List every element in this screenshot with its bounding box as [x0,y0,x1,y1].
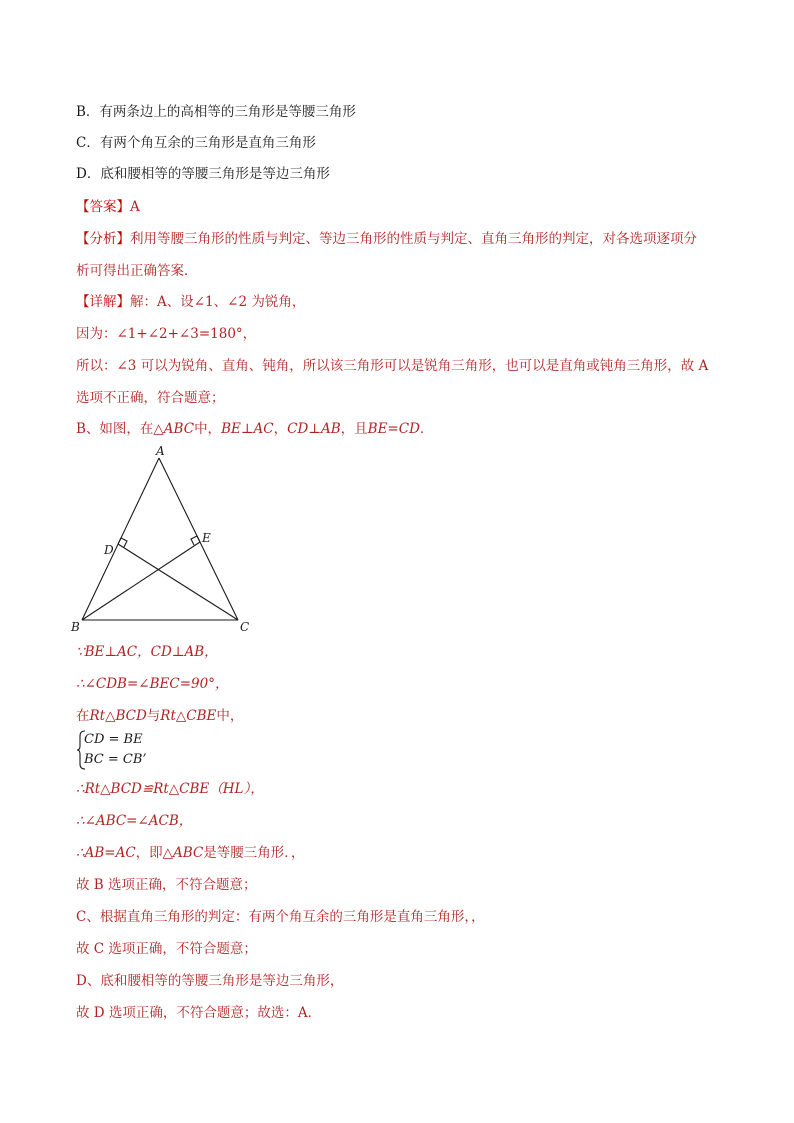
option-d: D．底和腰相等的等腰三角形是等边三角形 [76,166,330,182]
partb-intro-sep1: ， [273,421,288,437]
equation-2 [84,751,147,769]
partb-step-3-pre: 在 [76,708,90,724]
partc-step-2: 故 C 选项正确，不符合题意； [76,941,257,957]
detail-text-1: 解：A、设∠1、∠2 为锐角， [130,294,306,310]
equation-2-text: BC = CB [84,752,143,767]
partb-step-6-mid: ，即 [135,845,163,861]
partc-step-1: C、根据直角三角形的判定：有两个角互余的三角形是直角三角形，， [76,909,485,925]
analysis-text-1: 利用等腰三角形的性质与判定、等边三角形的性质与判定、直角三角形的判定，对各选项逐项分 [130,231,697,247]
partb-step-3-mid: 与 [146,708,161,724]
option-b: B．有两条边上的高相等的三角形是等腰三角形 [76,104,356,120]
partb-intro-pre: B、如图，在 [76,421,154,437]
partb-intro [76,420,433,438]
partb-step-7: 故 B 选项正确，不符合题意； [76,877,257,893]
partb-step-3 [76,707,243,725]
partb-step-2: ∴∠CDB=∠BEC=90°， [76,676,229,692]
detail-line-3: 所以：∠3 可以为锐角、直角、钝角，所以该三角形可以是锐角三角形，也可以是直角或钝角三角形，故 A [76,358,709,374]
label-d: D [104,543,114,557]
right-angle-mark-e [191,536,200,545]
partb-step-3-end: 中， [216,708,244,724]
label-b: B [71,620,80,634]
equation-2-mark: ’ [142,752,147,767]
partb-step-4: ∴Rt△BCD≌Rt△CBE（HL）， [76,781,264,797]
partb-intro-end: ． [419,421,434,437]
equation-1: CD = BE [84,732,143,747]
answer-value: A [130,199,140,215]
answer-line [76,198,140,216]
detail-line-2: 因为：∠1+∠2+∠3=180°， [76,326,257,342]
analysis-line-1 [76,230,697,248]
detail-tag: 【详解】 [76,294,130,310]
partb-intro-mid: 中， [194,421,222,437]
label-a: A [156,444,165,458]
partb-step-3-tri-a: Rt△BCD [89,708,147,724]
detail-line-1 [76,293,305,311]
partb-step-3-tri-b: Rt△CBE [160,708,217,724]
label-c: C [240,620,250,634]
partd-step-1: D、底和腰相等的等腰三角形是等边三角形， [76,973,344,989]
option-c: C．有两个角互余的三角形是直角三角形 [76,135,316,151]
segment-be [82,542,200,620]
analysis-tag: 【分析】 [76,231,130,247]
partb-step-6-b: △ABC [162,845,204,861]
partb-intro-cond2: CD⊥AB [287,421,341,437]
partb-step-1: ∵BE⊥AC，CD⊥AB， [76,644,218,660]
label-e: E [202,531,211,545]
right-angle-mark-d [118,538,127,547]
analysis-line-2: 析可得出正确答案． [76,263,198,279]
partb-step-6-a: ∴AB=AC [76,845,136,861]
partb-intro-triangle: △ABC [153,421,195,437]
partd-step-2: 故 D 选项正确，不符合题意；故选：A． [76,1005,322,1021]
triangle-figure [60,440,270,640]
partb-step-6-end: 是等腰三角形．， [203,845,305,861]
partb-intro-cond3: BE=CD [367,421,420,437]
partb-intro-cond1: BE⊥AC [221,421,274,437]
detail-line-4: 选项不正确，符合题意； [76,390,225,406]
partb-step-5: ∴∠ABC=∠ACB， [76,813,193,829]
partb-step-6 [76,844,305,862]
answer-tag: 【答案】 [76,199,130,215]
partb-intro-sep2: ，且 [340,421,368,437]
